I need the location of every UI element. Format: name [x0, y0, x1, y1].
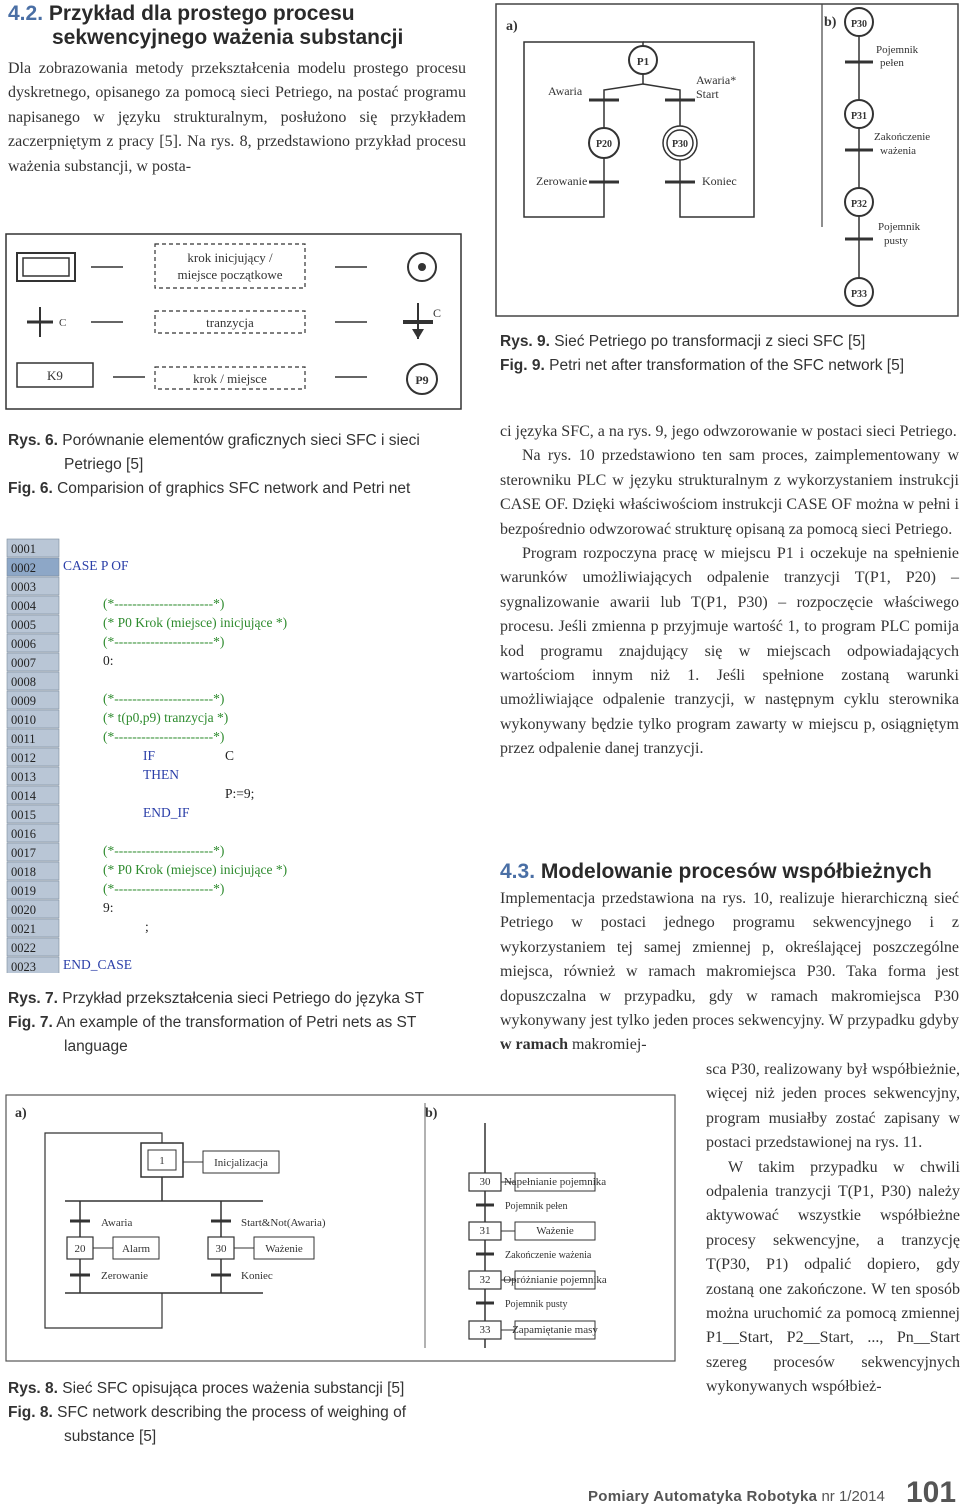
fig9-koniec: Koniec — [702, 174, 737, 188]
fig9-pojemnik-pusty-2: pusty — [884, 235, 908, 247]
fig6-petri-condition: C — [433, 306, 442, 320]
fig8-caption-en: SFC network describing the process of weighing of substance [5] — [57, 1404, 407, 1445]
figure-6 — [5, 231, 463, 411]
code-line-12-if: IF — [143, 748, 156, 763]
code-line-number: 0001 — [11, 542, 36, 556]
code-line-number: 0020 — [11, 903, 36, 917]
figure-6-drawing — [5, 231, 463, 411]
fig8-b-step-33: 33 — [479, 1324, 491, 1336]
fig8-napelnianie: Napełnianie pojemnika — [503, 1176, 607, 1188]
code-line-number: 0002 — [11, 561, 36, 575]
figure-7 — [5, 537, 463, 973]
fig8-zapamietanie: Zapamiętanie masy — [512, 1324, 598, 1336]
fig9-caption-en: Petri net after transformation of the SFC network [5] — [549, 357, 905, 374]
section-4-3-text: Implementacja przedstawiona na rys. 10, realizuje hierarchiczną sieć Petriego w postaci jednego programu sekwencyjnego i z wykorzystaniem tej samej zmiennej p, określającej poszczególne miejsca, również w ramach makromiejsca P30. Taka forma jest dopuszczalna w przypadku, gdy w ramach makromiejsca P30 wykonywany jest tylko jeden proces sekwencyjny. W przypadku gdyby — [500, 890, 959, 1030]
code-line-number: 0006 — [11, 637, 36, 651]
code-line-9: (*----------------------*) — [103, 691, 225, 706]
code-line-number: 0023 — [11, 960, 36, 973]
right-col-paragraph-1: ci języka SFC, a na rys. 9, jego odwzorowanie w postaci sieci Petriego. — [500, 423, 957, 440]
fig8-awaria: Awaria — [101, 1217, 133, 1229]
fig8-caption-pl: Sieć SFC opisująca proces ważenia substancji [5] — [62, 1380, 405, 1397]
right-col-paragraph-2: Na rys. 10 przedstawiono ten sam proces, zaimplementowany w sterowniku PLC w języku strukturalnym z wykorzystaniem instrukcji CASE OF. Dzięki właściwościom instrukcji CASE OF można w pełni i bezpośrednio odwzorować strukturę opisaną za pomocą sieci Petriego. — [500, 447, 959, 538]
section-4-3-title: Modelowanie procesów współbieżnych — [540, 860, 932, 883]
code-line-14: P:=9; — [225, 786, 255, 801]
section-4-3-number: 4.3. — [500, 860, 536, 883]
code-line-11: (*----------------------*) — [103, 729, 225, 744]
code-line-number: 0017 — [11, 846, 36, 860]
figure-8-drawing — [5, 1093, 677, 1365]
code-line-21: ; — [145, 919, 149, 934]
fig7-caption-en: An example of the transformation of Petri nets as ST language — [56, 1014, 417, 1055]
code-line-12-c: C — [225, 748, 235, 763]
code-line-19: (*----------------------*) — [103, 881, 225, 896]
section-4-3-narrow-1: sca P30, realizowany był współbieżnie, więcej niż jeden proces sekwencyjny, program musiałby zostać zapisany w postaci przedstawionej na rys. 11. — [706, 1061, 960, 1152]
fig6-caption-en-label: Fig. 6. — [8, 480, 53, 497]
figure-6-caption — [8, 429, 468, 501]
fig6-label-initial-place: miejsce początkowe — [177, 267, 283, 282]
fig8-start-not-awaria: Start&Not(Awaria) — [241, 1217, 326, 1229]
fig9-pojemnik-pelen-2: pełen — [880, 57, 904, 69]
fig9-awaria: Awaria — [548, 84, 583, 98]
figure-8-caption — [8, 1377, 468, 1449]
page-number: 101 — [906, 1476, 957, 1509]
section-number: 4.2. — [8, 2, 44, 25]
figure-7-code-listing — [5, 537, 463, 973]
code-line-4: (*----------------------*) — [103, 596, 225, 611]
section-4-3-text-end: makromiej- — [571, 1036, 647, 1054]
section-4-3-heading — [500, 860, 960, 884]
fig6-sfc-step-box: K9 — [47, 368, 63, 383]
code-line-number: 0004 — [11, 599, 36, 613]
footer-issue: nr 1/2014 — [821, 1488, 885, 1505]
fig9-p31: P31 — [850, 111, 868, 122]
fig9-caption-pl-label: Rys. 9. — [500, 333, 550, 350]
section-4-2-heading — [8, 2, 478, 50]
fig9-caption-pl: Sieć Petriego po transformacji z sieci SFC [5] — [554, 333, 866, 350]
figure-9-caption — [500, 330, 958, 378]
fig8-zakonczenie-wazenia: Zakończenie ważenia — [505, 1250, 592, 1261]
section-4-2-body: Dla zobrazowania metody przekształcenia modelu prostego procesu dyskretnego, opisanego za pomocą sieci Petriego, na postać programu napisanego w języku strukturalnym, posłużono się przykładem zaczerpniętym z pracy [5]. Na rys. 8, przedstawiono przykład procesu ważenia substancji, w posta- — [8, 60, 466, 175]
code-line-6: (*----------------------*) — [103, 634, 225, 649]
fig8-zerowanie: Zerowanie — [101, 1270, 149, 1282]
fig8-step-1: 1 — [159, 1155, 165, 1167]
section-4-3-bold: w ramach — [500, 1036, 568, 1054]
section-4-3-narrow-column — [706, 1058, 960, 1400]
fig9-p1: P1 — [636, 56, 650, 68]
code-line-20: 9: — [103, 900, 114, 915]
fig9-p30: P30 — [671, 139, 689, 150]
fig9-start: Start — [696, 87, 719, 101]
code-line-number: 0022 — [11, 941, 36, 955]
fig6-label-transition: tranzycja — [206, 315, 254, 330]
fig8-b-step-31: 31 — [479, 1225, 491, 1237]
fig9-pojemnik-pusty-1: Pojemnik — [878, 221, 921, 233]
fig7-caption-pl-label: Rys. 7. — [8, 990, 58, 1007]
fig6-sfc-condition: C — [59, 317, 67, 329]
fig8-step-30: 30 — [215, 1243, 227, 1255]
code-line-5: (* P0 Krok (miejsce) inicjujące *) — [103, 615, 288, 630]
fig9-awaria-start: Awaria* — [696, 73, 737, 87]
code-line-number: 0007 — [11, 656, 36, 670]
fig6-petri-place: P9 — [415, 373, 429, 387]
fig9-pojemnik-pelen-1: Pojemnik — [876, 44, 919, 56]
code-line-number: 0012 — [11, 751, 36, 765]
fig6-label-step-place: krok / miejsce — [193, 371, 267, 386]
code-line-number: 0010 — [11, 713, 36, 727]
fig9-zakonczenie-1: Zakończenie — [874, 131, 931, 143]
fig9-label-a: a) — [506, 19, 518, 34]
fig9-p33: P33 — [850, 289, 868, 300]
code-line-number: 0015 — [11, 808, 36, 822]
code-line-number: 0008 — [11, 675, 36, 689]
code-line-number: 0019 — [11, 884, 36, 898]
fig8-b-step-30: 30 — [479, 1176, 491, 1188]
fig8-b-step-32: 32 — [479, 1274, 491, 1286]
fig6-caption-pl-label: Rys. 6. — [8, 432, 58, 449]
code-line-number: 0014 — [11, 789, 36, 803]
section-title-line1: Przykład dla prostego procesu — [48, 2, 355, 25]
fig8-caption-pl-label: Rys. 8. — [8, 1380, 58, 1397]
fig8-oproznianie: Opróżnianie pojemnika — [503, 1274, 607, 1286]
code-line-13: THEN — [143, 767, 179, 782]
fig8-step-20: 20 — [74, 1243, 86, 1255]
fig9-caption-en-label: Fig. 9. — [500, 357, 545, 374]
code-line-10: (* t(p0,p9) tranzycja *) — [103, 710, 229, 725]
fig7-caption-en-label: Fig. 7. — [8, 1014, 53, 1031]
fig9-b-p30: P30 — [850, 19, 868, 30]
code-line-number: 0009 — [11, 694, 36, 708]
fig9-zakonczenie-2: ważenia — [880, 145, 917, 157]
fig8-label-a: a) — [15, 1106, 27, 1121]
fig8-alarm: Alarm — [121, 1243, 151, 1255]
fig8-caption-en-label: Fig. 8. — [8, 1404, 53, 1421]
section-4-3-body-top — [500, 887, 959, 1058]
figure-9 — [484, 2, 960, 318]
footer-journal — [588, 1488, 885, 1505]
fig9-label-b: b) — [824, 15, 837, 30]
code-line-number: 0011 — [11, 732, 36, 746]
fig9-zerowanie: Zerowanie — [536, 174, 588, 188]
code-line-17: (*----------------------*) — [103, 843, 225, 858]
code-line-number: 0018 — [11, 865, 36, 879]
code-line-number: 0005 — [11, 618, 36, 632]
code-line-18: (* P0 Krok (miejsce) inicjujące *) — [103, 862, 288, 877]
fig6-label-initial-step: krok inicjujący / — [187, 250, 273, 265]
code-line-number: 0021 — [11, 922, 36, 936]
fig6-caption-pl: Porównanie elementów graficznych sieci SFC i sieci Petriego [5] — [62, 432, 420, 473]
section-4-3-narrow-2: W takim przypadku w chwili odpalenia tranzycji T(P1, P30) należy aktywować wszystkie współbieżne procesy sekwencyjne, a tranzycję T(P30, P1) odpalić dopiero, gdy zostaną one zakończone. W ten sposób można uruchomić za pomocą zmiennej P1__Start, P2__Start, ..., Pn__Start szereg procesów sekwencyjnych wykonywanych współbież- — [706, 1158, 960, 1396]
figure-8 — [5, 1093, 677, 1365]
fig8-b-wazenie: Ważenie — [536, 1225, 574, 1237]
code-line-23: END_CASE — [63, 957, 133, 972]
right-column — [500, 420, 959, 762]
fig9-p32: P32 — [850, 199, 868, 210]
fig6-caption-en: Comparision of graphics SFC network and Petri net — [57, 480, 411, 497]
code-line-2: CASE P OF — [63, 558, 129, 573]
footer-journal-name: Pomiary Automatyka Robotyka — [588, 1488, 818, 1505]
fig8-pojemnik-pusty: Pojemnik pusty — [505, 1299, 568, 1310]
fig8-koniec: Koniec — [241, 1270, 273, 1282]
code-line-7: 0: — [103, 653, 114, 668]
fig8-label-b: b) — [425, 1106, 438, 1121]
code-line-15: END_IF — [143, 805, 190, 820]
fig9-p20: P20 — [595, 139, 613, 150]
fig7-caption-pl: Przykład przekształcenia sieci Petriego do języka ST — [62, 990, 425, 1007]
fig8-inicjalizacja: Inicjalizacja — [214, 1157, 268, 1169]
code-line-number: 0016 — [11, 827, 36, 841]
fig8-wazenie: Ważenie — [265, 1243, 303, 1255]
section-title-line2: sekwencyjnego ważenia substancji — [52, 26, 404, 49]
code-line-number: 0003 — [11, 580, 36, 594]
code-line-number: 0013 — [11, 770, 36, 784]
figure-9-drawing — [484, 2, 960, 318]
fig8-pojemnik-pelen: Pojemnik pełen — [505, 1201, 568, 1212]
figure-7-caption — [8, 987, 468, 1059]
right-col-paragraph-3: Program rozpoczyna pracę w miejscu P1 i oczekuje na spełnienie warunków umożliwiających odpalenie tranzycji T(P1, P20) – sygnalizowanie awarii lub T(P1, P30) – rozpoczęcie właściwego procesu. Jeśli zmienna p przyjmuje wartość 1, to program PLC pomija kod programu znajdujący się w miejscach odpowiadających wartościom innym niż 1. Jeśli spełnione zostaną warunki umożliwiające odpalenie tranzycji, w następnym cyklu sterownika wykonywany będzie tylko program zawarty w miejscu p, osiągniętym przez odpalenie danej tranzycji. — [500, 545, 959, 758]
